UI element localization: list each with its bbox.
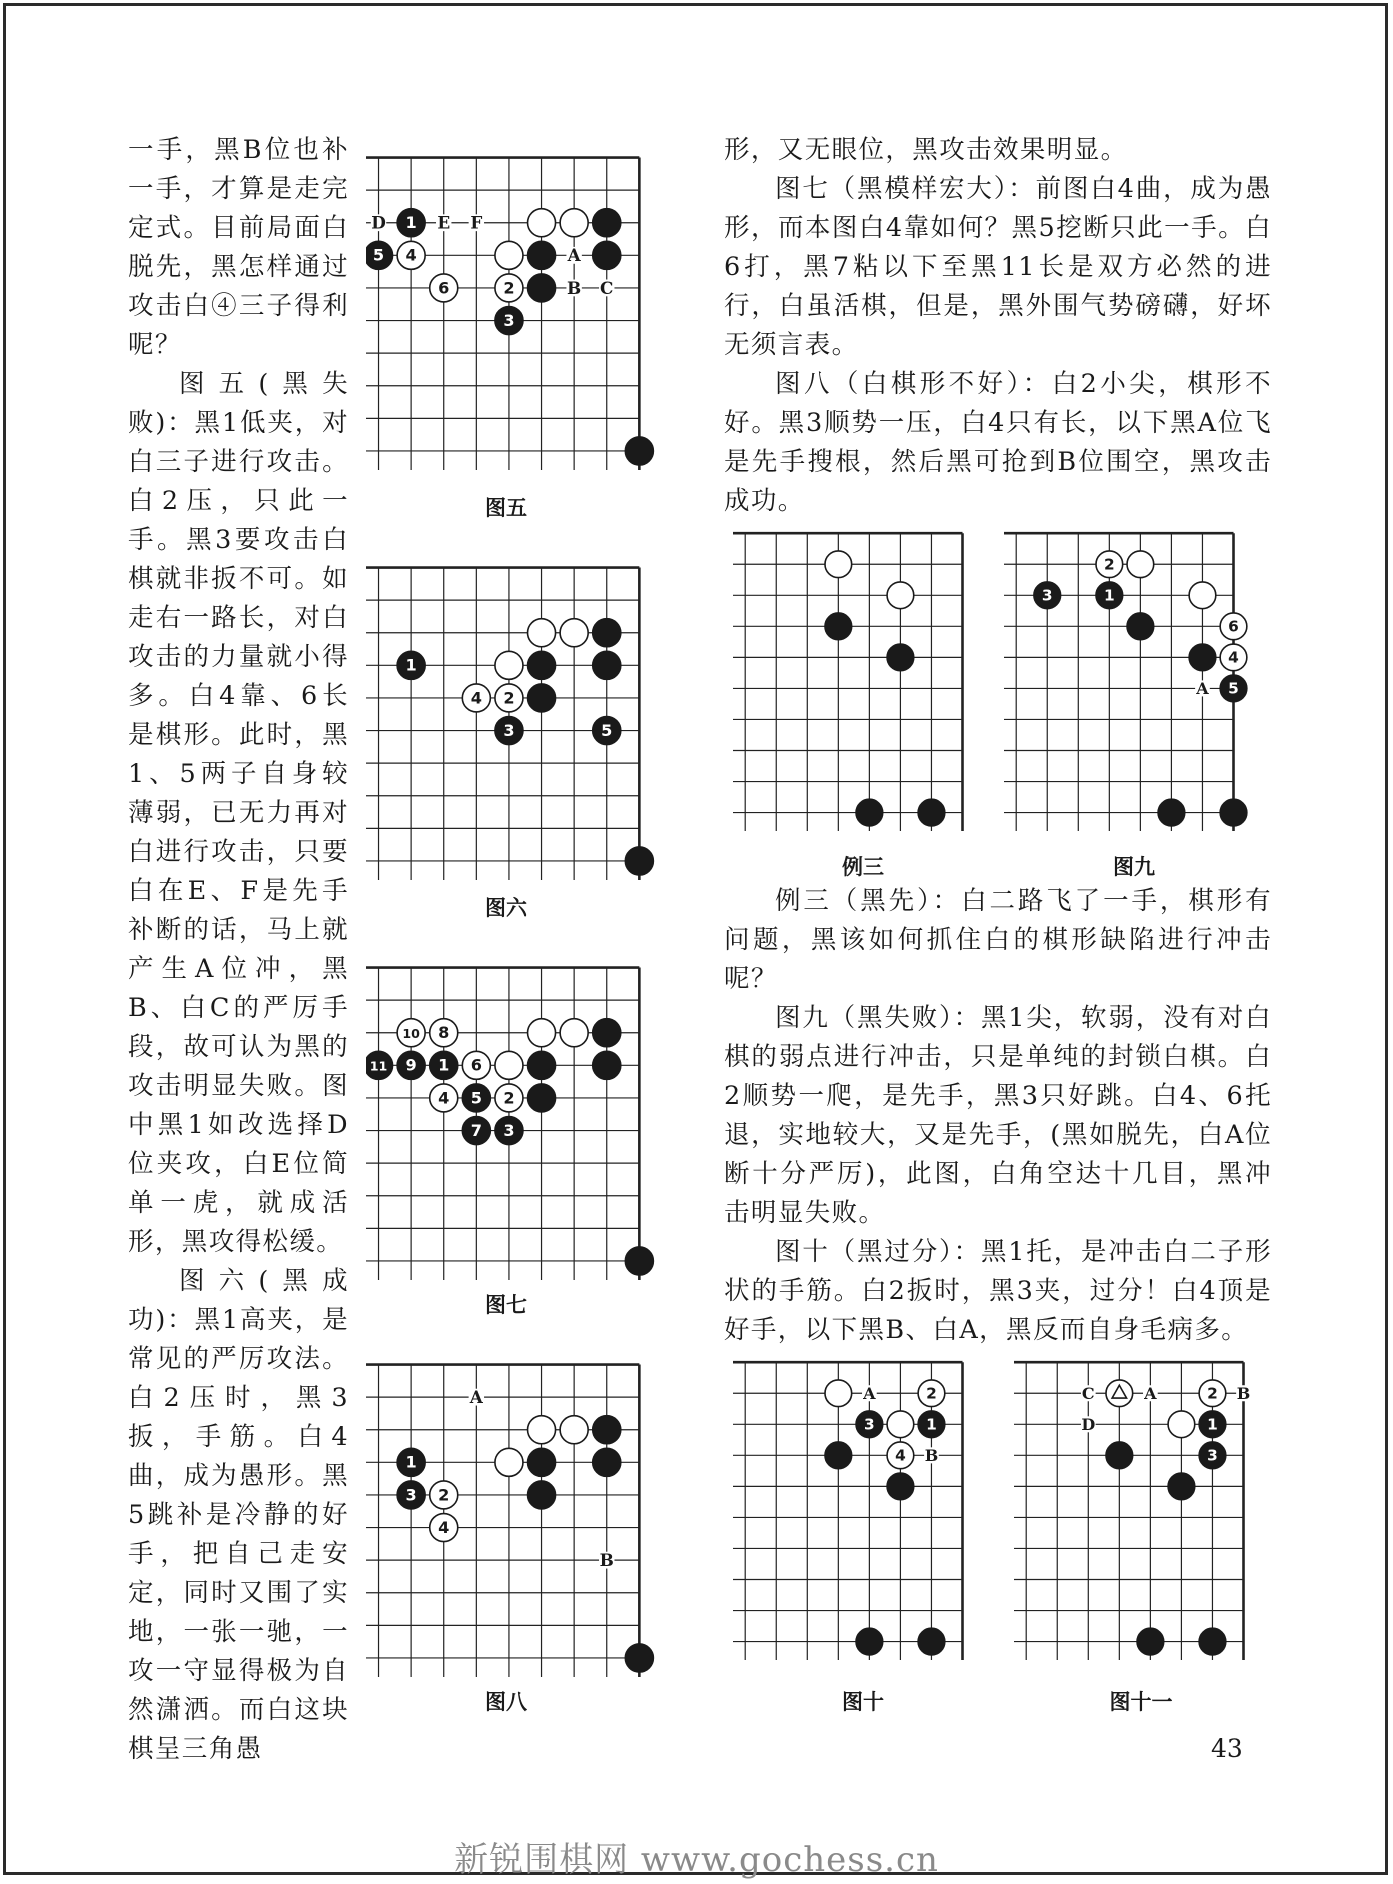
move-number: 3 <box>503 1120 515 1140</box>
black-stone <box>593 209 621 237</box>
paragraph: 例三（黑先）：白二路飞了一手，棋形有问题，黑该如何抓住白的棋形缺陷进行冲击呢？ <box>724 886 1272 994</box>
white-stone <box>1127 551 1154 578</box>
white-stone <box>918 1380 945 1407</box>
point-label: F <box>470 212 483 233</box>
black-stone <box>495 307 523 335</box>
black-stone <box>625 437 653 465</box>
white-stone <box>430 1019 458 1047</box>
point-label: D <box>371 212 386 233</box>
white-stone <box>528 619 556 647</box>
move-number: 5 <box>601 720 613 740</box>
move-number: 3 <box>1207 1446 1218 1465</box>
move-number: 2 <box>1207 1384 1218 1403</box>
white-stone <box>495 651 523 679</box>
board-grid <box>733 533 963 831</box>
move-number: 6 <box>470 1055 482 1075</box>
white-stone <box>528 209 556 237</box>
move-number: 10 <box>402 1026 420 1042</box>
move-number: 2 <box>503 278 515 298</box>
black-stone <box>593 1416 621 1444</box>
white-stone <box>887 1442 914 1469</box>
black-stone <box>1220 799 1247 826</box>
move-number: 1 <box>405 655 417 675</box>
white-stone <box>495 274 523 302</box>
move-number: 1 <box>1207 1415 1218 1434</box>
white-stone <box>495 684 523 712</box>
watermark: 新锐围棋网 www.gochess.cn <box>454 1840 939 1880</box>
white-stone <box>887 1411 914 1438</box>
white-stone <box>397 241 425 269</box>
white-stone <box>887 582 914 609</box>
black-stone <box>1127 613 1154 640</box>
black-stone <box>856 799 883 826</box>
white-stone <box>528 1416 556 1444</box>
paragraph: 图八（白棋形不好）：白2小尖，棋形不好。黑3顺势一压，白4只有长，以下黑A位飞是先手搜根，然后黑可抢到B位围空，黑攻击成功。 <box>724 369 1272 516</box>
paragraph: 图九（黑失败）：黑1尖，软弱，没有对白棋的弱点进行冲击，只是单纯的封锁白棋。白2顺势一爬，是先手，黑3只好跳。白4、6托退，实地较大，又是先手，(黑如脱先，白A位断十分严厉)，此图，白角空达十几目，黑冲击明显失败。 <box>724 1003 1272 1228</box>
point-label: B <box>924 1445 939 1465</box>
white-stone <box>397 1019 425 1047</box>
move-number: 2 <box>926 1384 937 1403</box>
caption-ex3: 例三 <box>842 855 884 879</box>
paragraph: 图七（黑模样宏大）：前图白4曲，成为愚形，而本图白4靠如何？黑5挖断只此一手。白6打，黑7粘以下至黑11长是双方必然的进行，白虽活棋，但是，黑外围气势磅礴，好坏无须言表。 <box>724 174 1272 360</box>
move-number: 4 <box>895 1446 906 1465</box>
black-stone <box>528 1448 556 1476</box>
move-number: 4 <box>1228 648 1239 667</box>
point-label: A <box>469 1387 483 1408</box>
right-text-top <box>724 131 1272 521</box>
move-number: 3 <box>503 310 515 330</box>
black-stone <box>528 684 556 712</box>
black-stone <box>1034 582 1061 609</box>
black-stone <box>825 613 852 640</box>
caption-fig8: 图八 <box>485 1690 527 1714</box>
caption-fig11: 图十一 <box>1109 1690 1173 1714</box>
go-diagram-fig9 <box>1004 521 1279 831</box>
black-stone <box>1158 799 1185 826</box>
point-label: B <box>567 277 582 298</box>
black-stone <box>1137 1628 1164 1655</box>
black-stone <box>397 1481 425 1509</box>
go-diagram-fig8 <box>366 1352 686 1677</box>
white-stone <box>825 1380 852 1407</box>
go-diagram-fig7 <box>366 955 686 1280</box>
point-label: D <box>1081 1414 1096 1434</box>
black-stone <box>856 1628 883 1655</box>
point-label: A <box>863 1383 876 1403</box>
white-stone <box>560 619 588 647</box>
black-stone <box>593 717 621 745</box>
move-number: 4 <box>470 688 482 708</box>
black-stone <box>918 1411 945 1438</box>
white-stone <box>430 1481 458 1509</box>
move-number: 1 <box>405 213 417 233</box>
paragraph: 图十（黑过分）：黑1托，是冲击白二子形状的手筋。白2扳时，黑3夹，过分！白4顶是好手，以下黑B、白A，黑反而自身毛病多。 <box>724 1237 1272 1345</box>
black-stone <box>593 1448 621 1476</box>
black-stone <box>1106 1442 1133 1469</box>
paragraph: 形，又无眼位，黑攻击效果明显。 <box>724 135 1128 165</box>
go-diagram-fig5 <box>366 145 686 470</box>
move-number: 6 <box>438 278 450 298</box>
black-stone <box>593 619 621 647</box>
page-number: 43 <box>1211 1734 1243 1763</box>
point-label: B <box>1236 1383 1251 1403</box>
white-stone <box>495 1448 523 1476</box>
black-stone <box>528 274 556 302</box>
black-stone <box>593 651 621 679</box>
black-stone <box>625 847 653 875</box>
black-stone <box>397 1448 425 1476</box>
black-stone <box>825 1442 852 1469</box>
white-stone <box>1199 1380 1226 1407</box>
white-stone <box>462 684 490 712</box>
paragraph: 一手，黑B位也补一手，才算是走完定式。目前局面白脱先，黑怎样通过攻击白④三子得利呢？ <box>128 135 349 360</box>
black-stone <box>918 1628 945 1655</box>
move-number: 1 <box>438 1055 450 1075</box>
white-stone <box>430 1084 458 1112</box>
caption-fig6: 图六 <box>485 896 527 920</box>
black-stone <box>887 644 914 671</box>
black-stone <box>495 717 523 745</box>
black-stone <box>430 1051 458 1079</box>
white-stone <box>560 209 588 237</box>
black-stone <box>1199 1442 1226 1469</box>
white-stone <box>495 1051 523 1079</box>
black-stone <box>397 209 425 237</box>
board-grid <box>366 1365 639 1677</box>
point-label: A <box>567 245 581 266</box>
go-diagram-fig10 <box>733 1350 983 1660</box>
paragraph: 图五(黑失败)：黑1低夹，对白三子进行攻击。白2压，只此一手。黑3要攻击白棋就非扳不可。如走右一路长，对白攻击的力量就小得多。白4靠、6长是棋形。此时，黑1、5两子自身较薄弱，已无力再对白进行攻击，只要白在E、F是先手补断的话，马上就产生A位冲，黑B、白C的严厉手段，故可认为黑的攻击明显失败。图中黑1如改选择D位夹攻，白E位简单一虎，就成活形，黑攻得松缓。 <box>128 369 349 1257</box>
point-label: C <box>600 277 614 298</box>
move-number: 1 <box>1103 586 1115 605</box>
black-stone <box>495 1117 523 1145</box>
white-stone <box>825 551 852 578</box>
move-number: 3 <box>1041 586 1053 605</box>
black-stone <box>1189 644 1216 671</box>
move-number: 2 <box>438 1485 450 1505</box>
move-number: 1 <box>926 1415 937 1434</box>
white-stone <box>1220 613 1247 640</box>
black-stone <box>918 799 945 826</box>
black-stone <box>528 1051 556 1079</box>
move-number: 11 <box>369 1058 388 1074</box>
black-stone <box>1199 1411 1226 1438</box>
black-stone <box>1168 1473 1195 1500</box>
left-text-column <box>128 131 349 1769</box>
move-number: 3 <box>405 1485 417 1505</box>
black-stone <box>856 1411 883 1438</box>
black-stone <box>462 1117 490 1145</box>
white-stone <box>1106 1380 1133 1407</box>
move-number: 6 <box>1228 617 1239 636</box>
move-number: 4 <box>438 1517 450 1537</box>
black-stone <box>528 651 556 679</box>
white-stone <box>560 1019 588 1047</box>
move-number: 2 <box>503 1088 515 1108</box>
black-stone <box>593 241 621 269</box>
caption-fig9: 图九 <box>1113 855 1155 879</box>
move-number: 2 <box>503 688 515 708</box>
move-number: 3 <box>864 1415 875 1434</box>
caption-fig7: 图七 <box>485 1293 527 1317</box>
black-stone <box>528 241 556 269</box>
go-diagram-fig6 <box>366 555 686 880</box>
right-text-middle <box>724 882 1272 1350</box>
point-label: A <box>1196 679 1209 699</box>
go-diagram-ex3 <box>733 521 983 831</box>
white-stone <box>1220 644 1247 671</box>
point-label: A <box>1144 1383 1157 1403</box>
black-stone <box>366 241 393 269</box>
paragraph: 图六(黑成功)：黑1高夹，是常见的严厉攻法。白2压时，黑3扳，手筋。白4曲，成为愚形。黑5跳补是冷静的好手，把自己走安定，同时又围了实地，一张一驰，一攻一守显得极为自然潇洒。而白这块棋呈三角愚 <box>128 1266 349 1764</box>
black-stone <box>462 1084 490 1112</box>
point-label: B <box>599 1550 614 1571</box>
move-number: 4 <box>438 1088 450 1108</box>
white-stone <box>430 1514 458 1542</box>
black-stone <box>528 1481 556 1509</box>
black-stone <box>1096 582 1123 609</box>
caption-fig5: 图五 <box>485 496 527 520</box>
move-number: 4 <box>405 245 417 265</box>
point-label: E <box>437 212 451 233</box>
caption-fig10: 图十 <box>842 1690 884 1714</box>
black-stone <box>625 1644 653 1672</box>
black-stone <box>887 1473 914 1500</box>
black-stone <box>593 1051 621 1079</box>
black-stone <box>528 1084 556 1112</box>
move-number: 2 <box>1103 555 1115 574</box>
move-number: 5 <box>470 1088 482 1108</box>
black-stone <box>1220 675 1247 702</box>
move-number: 5 <box>372 245 385 265</box>
white-stone <box>495 1084 523 1112</box>
black-stone <box>593 1019 621 1047</box>
move-number: 8 <box>438 1023 450 1043</box>
point-label: C <box>1081 1383 1095 1403</box>
white-stone <box>1096 551 1123 578</box>
go-diagram-fig11 <box>1014 1350 1274 1660</box>
black-stone <box>366 1051 393 1079</box>
move-number: 5 <box>1228 679 1239 698</box>
white-stone <box>495 241 523 269</box>
white-stone <box>462 1051 490 1079</box>
black-stone <box>625 1247 653 1275</box>
black-stone <box>397 651 425 679</box>
black-stone <box>1199 1628 1226 1655</box>
white-stone <box>430 274 458 302</box>
white-stone <box>560 1416 588 1444</box>
white-stone <box>1168 1411 1195 1438</box>
white-stone <box>1189 582 1216 609</box>
move-number: 7 <box>470 1120 482 1140</box>
move-number: 3 <box>503 720 515 740</box>
move-number: 1 <box>405 1452 417 1472</box>
white-stone <box>528 1019 556 1047</box>
move-number: 9 <box>405 1055 417 1075</box>
book-page <box>3 3 1388 1875</box>
black-stone <box>397 1051 425 1079</box>
